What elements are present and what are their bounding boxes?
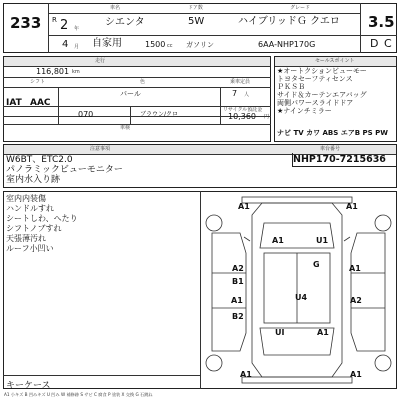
doors: 5W	[188, 16, 205, 27]
accessory: キーケース	[6, 381, 51, 391]
month-unit: 月	[74, 44, 80, 50]
shift-label: シフト	[30, 79, 46, 85]
condition-mark: A1	[240, 370, 252, 379]
transmission: IAT	[6, 98, 22, 108]
equipment-row	[277, 128, 388, 138]
col-model-label: 車名	[110, 5, 121, 11]
sales-point-item: ＰＫＳＢ	[277, 83, 305, 91]
grade-label: グレード	[290, 5, 311, 11]
equipment-item: TV	[293, 129, 304, 137]
equipment-item: PS	[362, 129, 373, 137]
condition-mark: A2	[350, 296, 362, 305]
condition-mark: B2	[232, 312, 244, 321]
inspection-label: 車検	[120, 125, 131, 131]
note-line: 室内水入り跡	[6, 175, 61, 185]
sales-points-title: セールスポイント	[315, 58, 355, 64]
exterior-grade: C	[384, 37, 392, 50]
condition-mark: A1	[272, 236, 284, 245]
equipment-item: PW	[375, 129, 388, 137]
condition-mark: A1	[317, 328, 329, 337]
month: 4	[62, 39, 69, 50]
interior-grade: D	[370, 37, 379, 50]
sales-points-list	[277, 67, 395, 115]
car-diagram	[202, 193, 395, 387]
color: パール	[120, 90, 141, 98]
equipment-item: ナビ	[277, 129, 291, 137]
color-label: 色	[140, 79, 146, 85]
chassis-label: 車台番号	[320, 146, 341, 152]
sales-point-item: ★オートクションビューモー	[277, 67, 367, 75]
sales-point-item: サイド＆カーテンエアバッグ	[277, 91, 367, 99]
condition-mark: A1	[349, 264, 361, 273]
r-mark: R	[52, 16, 57, 24]
fuel: ガソリン	[186, 41, 214, 49]
usage: 自家用	[92, 38, 122, 49]
condition-mark: U4	[295, 293, 308, 302]
year: 2	[60, 18, 69, 33]
inspector-line: ハンドルすれ	[6, 204, 54, 213]
inspector-line: 室内内装傷	[6, 194, 46, 203]
interior-color: ブラウン/クロ	[140, 111, 179, 118]
car-name: シエンタ	[105, 17, 145, 28]
condition-mark: B1	[232, 277, 244, 286]
inspector-notes	[6, 194, 78, 254]
condition-mark: U1	[316, 236, 329, 245]
notes-list	[6, 155, 123, 185]
sales-point-item: トヨタセーフティセンス	[277, 75, 353, 83]
note-line: パノラミックビューモニター	[6, 165, 123, 175]
mileage-label: 走行	[95, 58, 106, 64]
score: 3.5	[368, 13, 395, 31]
note-line: W6BT、ETC2.0	[6, 155, 73, 165]
seats-unit: 人	[244, 92, 250, 98]
recycle-unit: 円	[264, 114, 270, 120]
seats: 7	[232, 89, 238, 98]
color-code: 070	[78, 110, 94, 119]
doors-label: ドア数	[188, 5, 203, 11]
notes-title: 注意事項	[90, 146, 111, 152]
mileage: 116,801	[36, 67, 70, 76]
sales-point-item: ★ナインチミラー	[277, 107, 332, 115]
sales-point-item: 両側パワースライドドア	[277, 99, 354, 107]
mileage-unit: km	[72, 69, 80, 75]
inspector-line: シートしわ、へたり	[6, 214, 78, 223]
condition-mark: A1	[346, 202, 358, 211]
chassis-number: NHP170-7215636	[293, 154, 386, 165]
recycle-fee: 10,360	[228, 112, 256, 121]
equipment-item: エアB	[340, 129, 361, 137]
equipment-item: カワ	[306, 129, 321, 137]
condition-mark: A1	[238, 202, 250, 211]
condition-mark: A1	[231, 296, 243, 305]
inspector-line: ルーフ小凹い	[6, 244, 54, 253]
condition-mark: A2	[232, 264, 244, 273]
footer-legend: A1 小キズ B 凹みキズ U 凹み W 補修跡 S サビ C 腐食 P 塗装 X 交換 G 石跳ね	[4, 392, 153, 397]
inspector-line: シフトノブすれ	[6, 224, 62, 233]
equipment-item: ABS	[322, 129, 339, 137]
condition-mark: A1	[350, 370, 362, 379]
displacement-unit: cc	[167, 43, 173, 49]
recycle-label: リサイクル預託金	[223, 107, 263, 113]
inspector-line: 天張薄汚れ	[6, 234, 46, 243]
condition-mark: UI	[275, 328, 285, 337]
condition-mark: G	[313, 260, 320, 269]
grade: ハイブリッドＧ クエロ	[238, 16, 340, 27]
model-code: 6AA-NHP170G	[258, 40, 316, 49]
lot-number: 233	[10, 14, 42, 32]
seats-label: 乗車定員	[230, 79, 251, 85]
displacement: 1500	[145, 40, 166, 49]
ac: AAC	[30, 98, 51, 108]
year-unit: 年	[74, 26, 80, 32]
